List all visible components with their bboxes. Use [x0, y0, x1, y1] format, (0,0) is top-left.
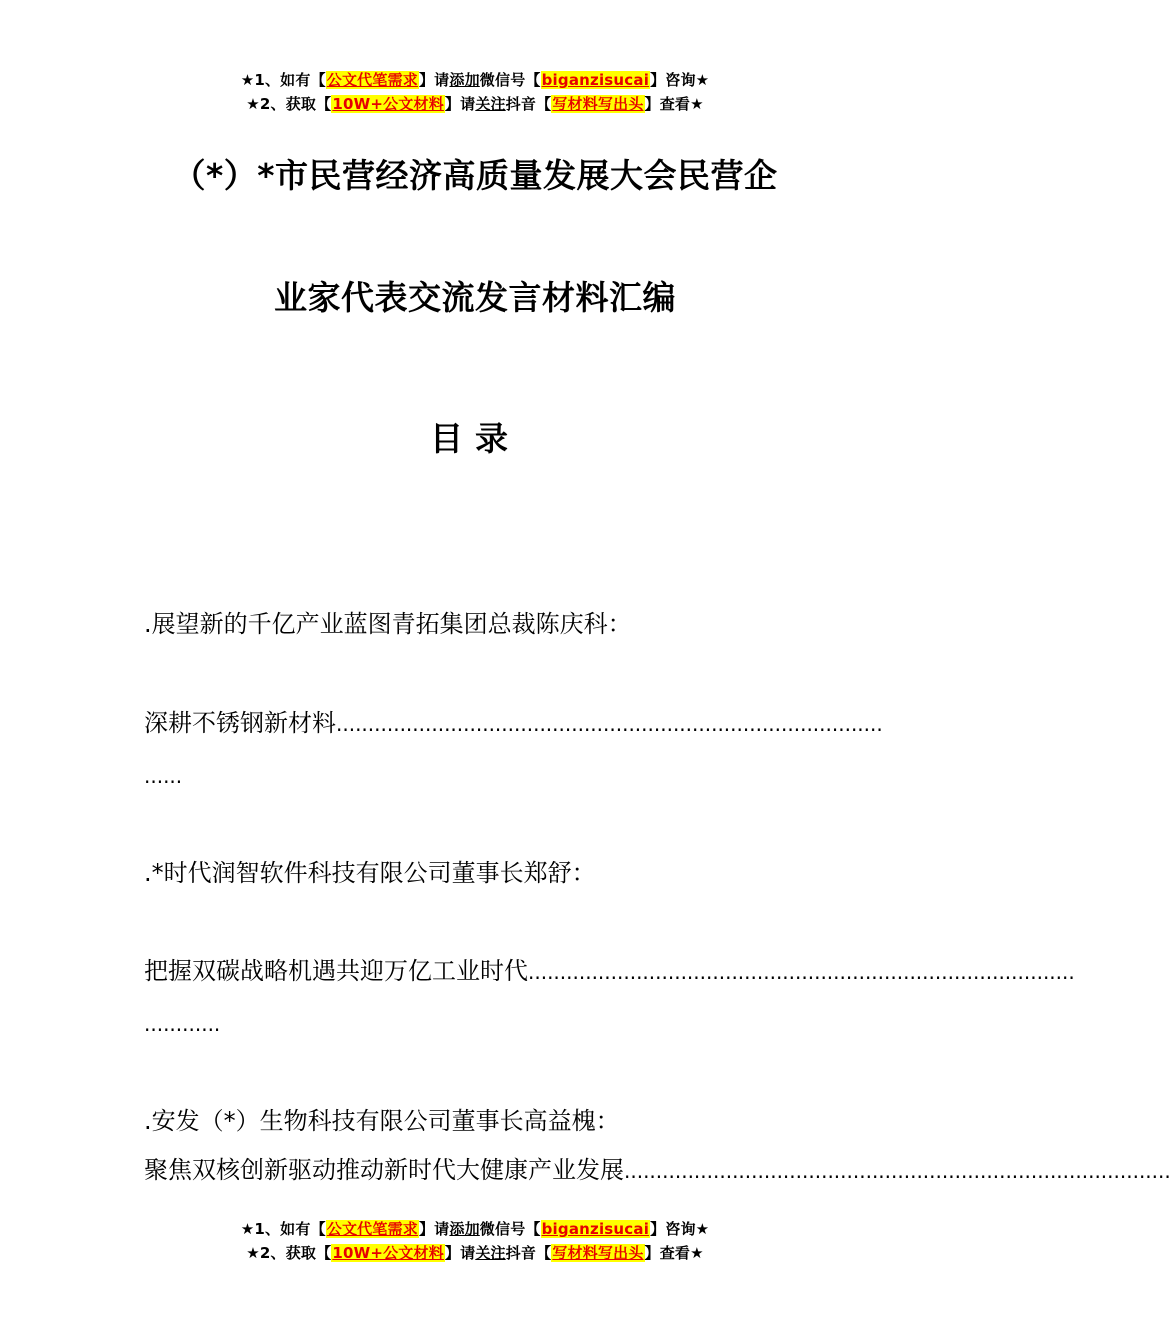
banner-highlight: 公文代笔需求	[326, 71, 418, 89]
banner-highlight: 公文代笔需求	[326, 1220, 418, 1238]
banner-underline: 关注	[475, 1244, 506, 1262]
document-title-line-1: （*）*市民营经济高质量发展大会民营企	[172, 156, 778, 195]
banner-highlight: biganzisucai	[541, 1220, 650, 1238]
banner-underline: 添加	[449, 71, 480, 89]
banner-text: 】请	[418, 1220, 450, 1238]
toc-leader-dots: ......................................................................................	[336, 712, 883, 736]
banner-text: 抖音【	[505, 1244, 552, 1262]
banner-text: ★1、如有【	[240, 71, 326, 89]
toc-entry-speaker: .*时代润智软件科技有限公司董事长郑舒：	[144, 859, 596, 887]
banner-highlight: 10W+公文材料	[332, 1244, 444, 1262]
banner-text: ★2、获取【	[246, 95, 332, 113]
toc-leader-dots-continued: ............	[144, 1012, 221, 1036]
toc-leader-dots-continued: ......	[144, 764, 183, 788]
document-title-line-2: 业家代表交流发言材料汇编	[274, 278, 676, 317]
banner-line-2	[0, 92, 950, 116]
top-banner	[0, 68, 950, 116]
banner-line-1	[0, 68, 950, 92]
banner-highlight: 写材料写出头	[552, 1244, 644, 1262]
toc-entry-topic-line[interactable]	[144, 707, 883, 740]
banner-underline: 添加	[449, 1220, 480, 1238]
toc-entry-topic-line[interactable]	[144, 1154, 1171, 1187]
banner-highlight: 10W+公文材料	[332, 95, 444, 113]
banner-underline: 关注	[475, 95, 506, 113]
toc-entry-topic: 聚焦双核创新驱动推动新时代大健康产业发展	[144, 1156, 624, 1184]
banner-text: 抖音【	[505, 95, 552, 113]
banner-text: 】查看★	[644, 1244, 704, 1262]
banner-text: 】查看★	[644, 95, 704, 113]
banner-highlight: 写材料写出头	[552, 95, 644, 113]
banner-text: 】请	[444, 95, 476, 113]
toc-entry-topic: 把握双碳战略机遇共迎万亿工业时代	[144, 957, 528, 985]
toc-entry-topic-line[interactable]	[144, 955, 1075, 988]
banner-text: 】请	[444, 1244, 476, 1262]
toc-leader-dots: ......................................................................................	[528, 960, 1075, 984]
banner-text: 微信号【	[479, 1220, 541, 1238]
toc-entry-topic: 深耕不锈钢新材料	[144, 709, 336, 737]
banner-line-2	[0, 1241, 950, 1265]
banner-text: 】请	[418, 71, 450, 89]
toc-entry-speaker: .展望新的千亿产业蓝图青拓集团总裁陈庆科：	[144, 610, 632, 638]
banner-text: ★1、如有【	[240, 1220, 326, 1238]
banner-text: 】咨询★	[650, 71, 710, 89]
banner-text: ★2、获取【	[246, 1244, 332, 1262]
bottom-banner	[0, 1217, 950, 1265]
toc-leader-dots: ......................................................................................	[624, 1159, 1171, 1183]
banner-text: 】咨询★	[650, 1220, 710, 1238]
banner-line-1	[0, 1217, 950, 1241]
banner-highlight: biganzisucai	[541, 71, 650, 89]
toc-entry-speaker: .安发（*）生物科技有限公司董事长高益槐：	[144, 1107, 620, 1135]
toc-heading: 目录	[430, 419, 520, 458]
banner-text: 微信号【	[479, 71, 541, 89]
